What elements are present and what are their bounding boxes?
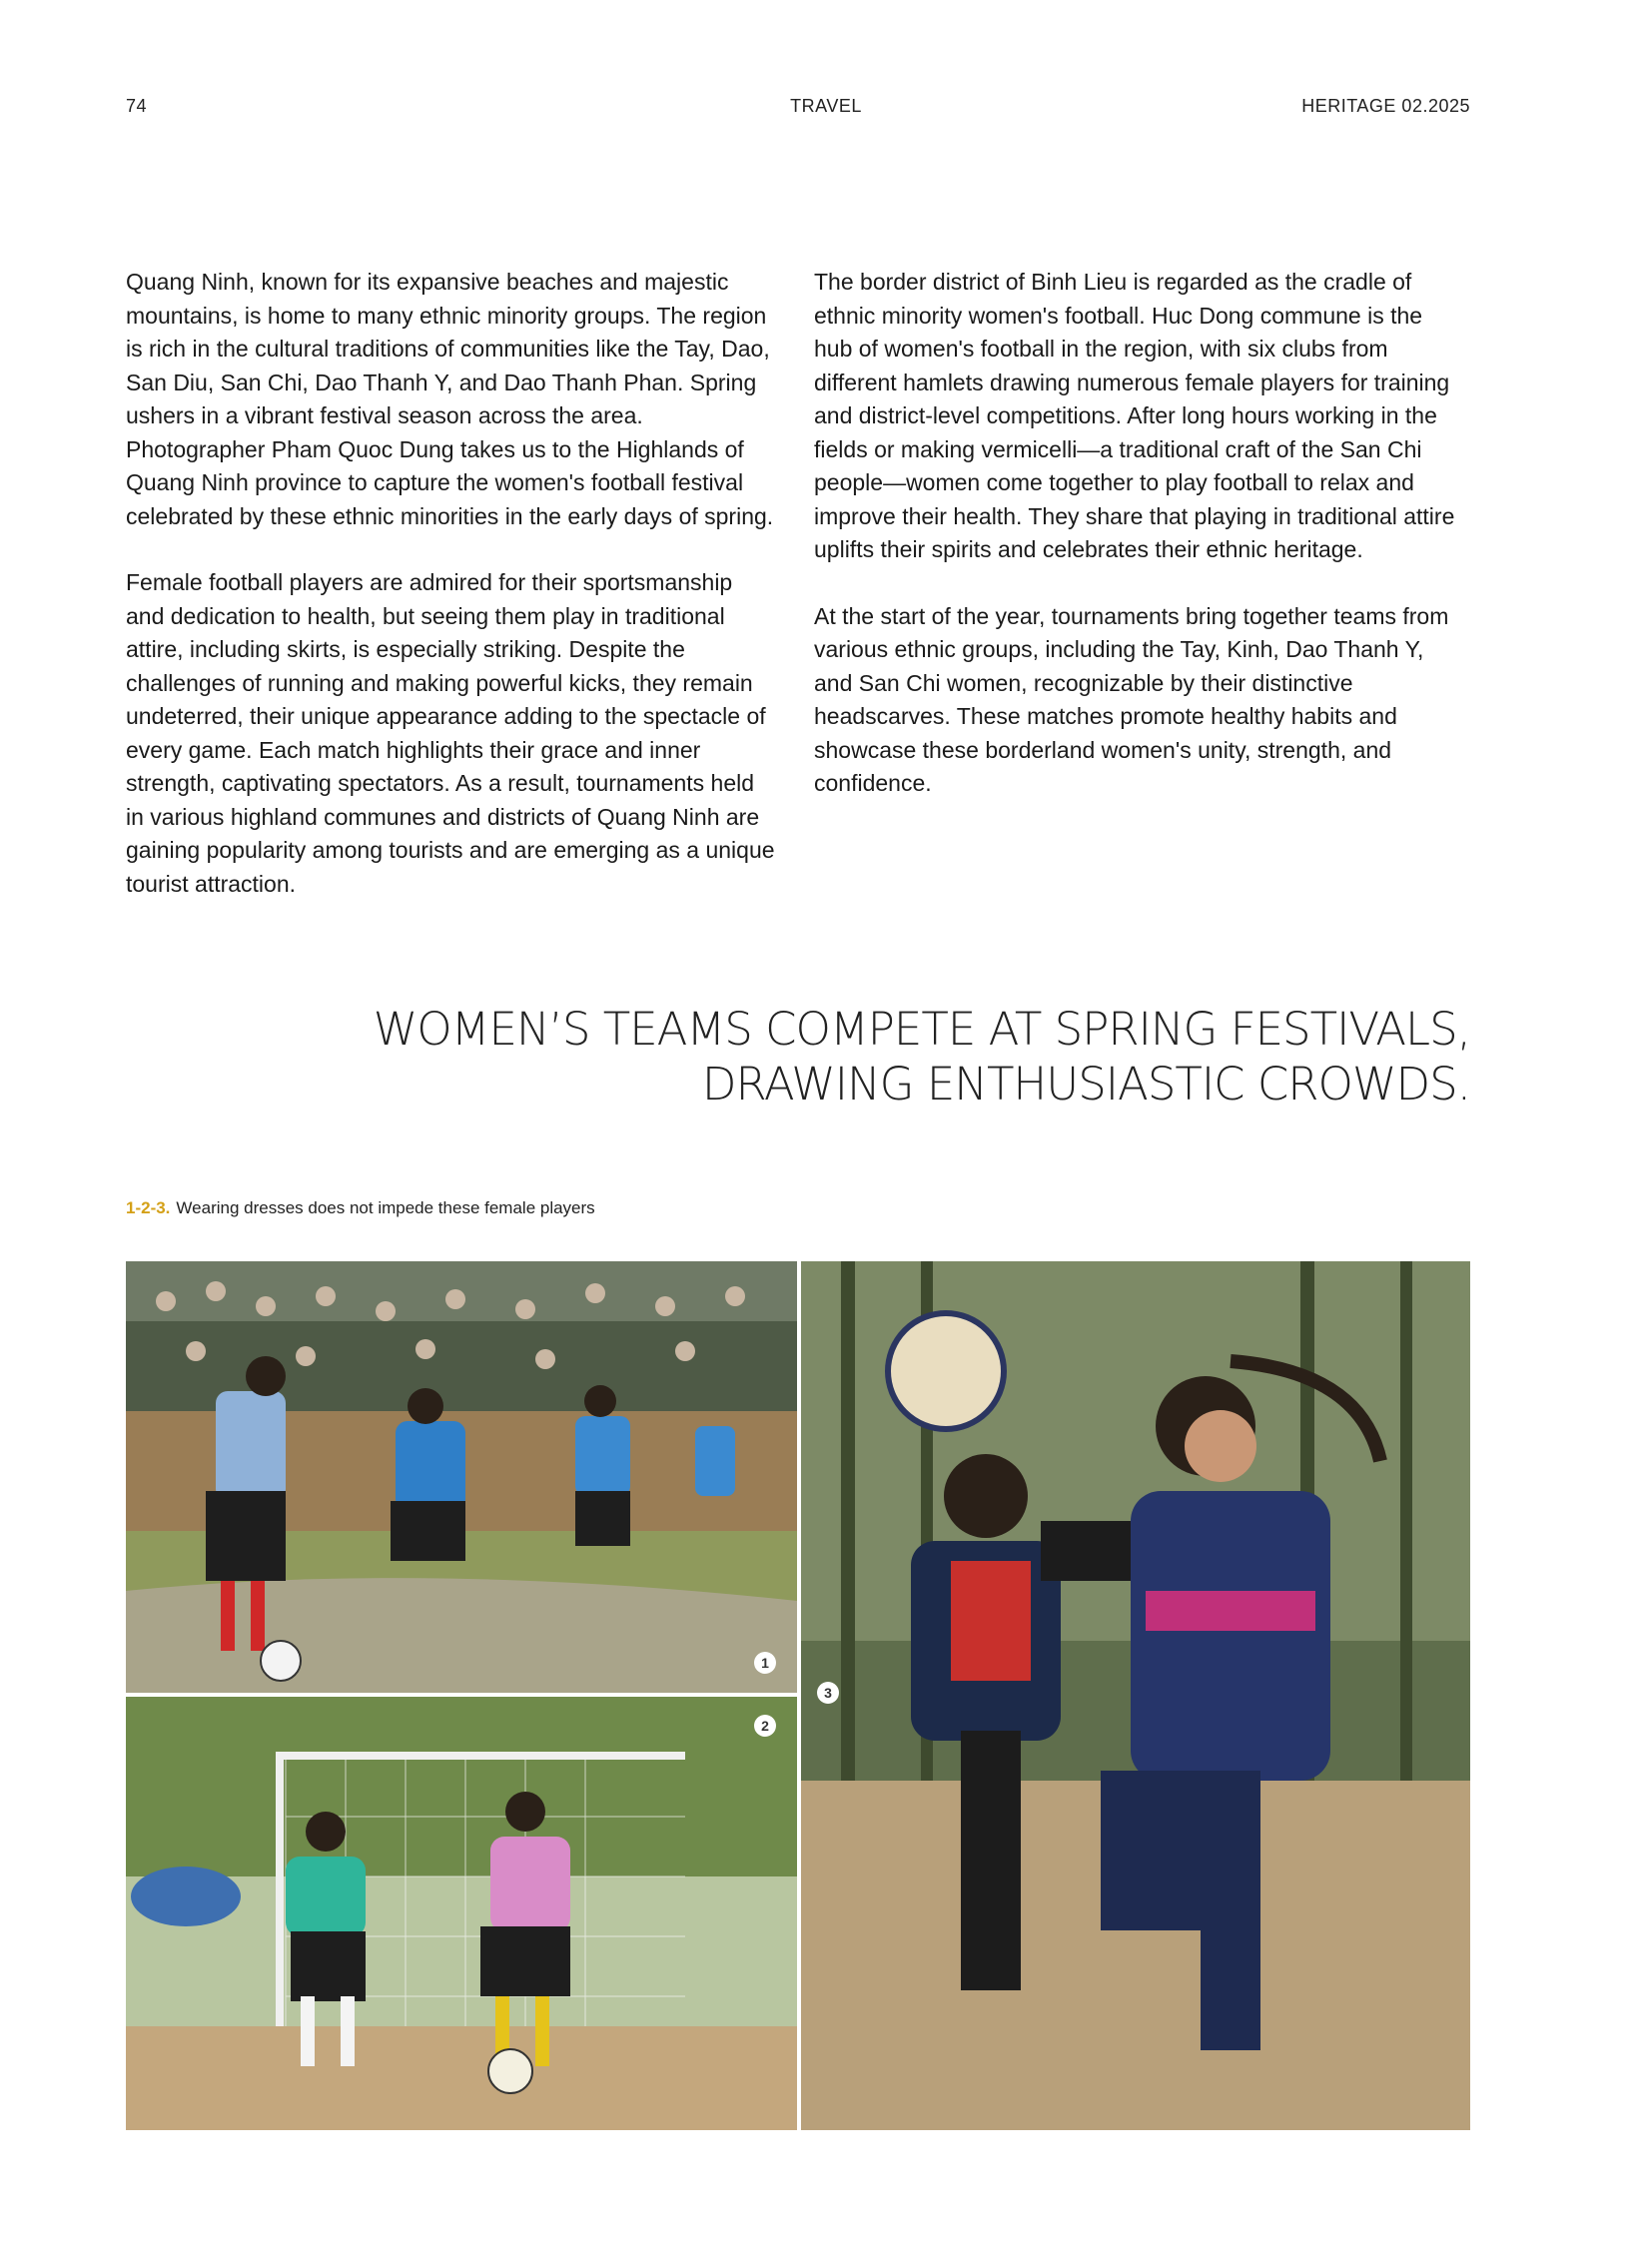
photo-football-match-2 [126, 1697, 797, 2130]
paragraph: Female football players are admired for their sportsmanship and dedication to health, but seeing them play in traditional attire, including skirts, is especially striking. Despite the challenges of running and making powerful kicks, they remain undeterred, their unique appearance adding to the spectacle of every game. Each match highlights their grace and inner strength, captivating spectators. As a result, tournaments held in various highland communes and districts of Quang Ninh are gaining popularity among tourists and are emerging as a unique tourist attraction. [126, 569, 775, 897]
photo-number-badge: 1 [754, 1652, 776, 1674]
photo-number-badge: 2 [754, 1715, 776, 1737]
photo-number-badge: 3 [817, 1682, 839, 1704]
photo-caption [126, 1198, 595, 1218]
paragraph: At the start of the year, tournaments bring together teams from various ethnic groups, including the Tay, Kinh, Dao Thanh Y, and San Chi women, recognizable by their distinctive headscarves. These matches promote healthy habits and showcase these borderland women's unity, strength, and confidence. [814, 602, 1449, 796]
article-column-right [814, 266, 1463, 834]
caption-number: 1-2-3. [126, 1198, 171, 1217]
section-label: TRAVEL [790, 96, 862, 116]
page-number: 74 [126, 96, 148, 116]
photo-football-match-3 [801, 1261, 1470, 2130]
caption-text: Wearing dresses does not impede these female players [176, 1198, 595, 1217]
pull-quote-line: DRAWING ENTHUSIASTIC CROWDS. [701, 1058, 1470, 1111]
pull-quote [322, 1002, 1470, 1112]
article-column-left [126, 266, 775, 934]
paragraph: The border district of Binh Lieu is regarded as the cradle of ethnic minority women's football. Huc Dong commune is the hub of women's football in the region, with six clubs from different hamlets drawing numerous female players for training and district-level competitions. After long hours working in the fields or making vermicelli—a traditional craft of the San Chi people—women come together to play football to relax and improve their health. They share that playing in traditional attire uplifts their spirits and celebrates their ethnic heritage. [814, 269, 1455, 562]
issue-label: HERITAGE 02.2025 [1301, 96, 1470, 116]
paragraph: Quang Ninh, known for its expansive beaches and majestic mountains, is home to many ethnic minority groups. The region is rich in the cultural traditions of communities like the Tay, Dao, San Diu, San Chi, Dao Thanh Y, and Dao Thanh Phan. Spring ushers in a vibrant festival season across the area. Photographer Pham Quoc Dung takes us to the Highlands of Quang Ninh province to capture the women's football festival celebrated by these ethnic minorities in the early days of spring. [126, 269, 774, 529]
photo-football-match-1 [126, 1261, 797, 1693]
pull-quote-line: WOMEN’S TEAMS COMPETE AT SPRING FESTIVALS, [373, 1003, 1470, 1056]
